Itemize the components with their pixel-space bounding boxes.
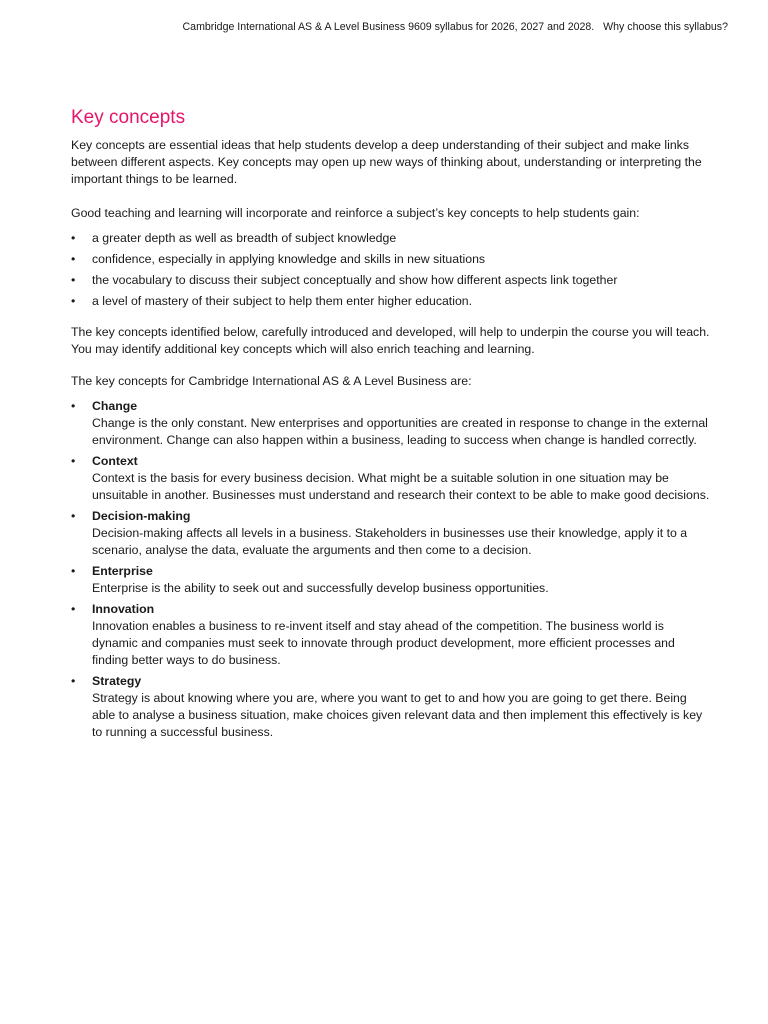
- list-item-text: a greater depth as well as breadth of subject knowledge: [92, 231, 397, 245]
- concept-description: Strategy is about knowing where you are, where you want to get to and how you are going to get there. Being able to analyse a business situation, make choices given relevant data and then implement this effectively is key to running a successful business.: [92, 691, 703, 739]
- concept-item: [71, 673, 711, 741]
- section-title: Key concepts: [71, 107, 186, 128]
- bullet-icon: •: [71, 252, 76, 266]
- concept-term: Context: [92, 454, 138, 468]
- list-item: [71, 293, 711, 310]
- header-title: Cambridge International AS & A Level Business 9609 syllabus for 2026, 2027 and 2028.: [182, 21, 595, 33]
- concepts-list: [71, 398, 711, 741]
- header-section: Why choose this syllabus?: [603, 21, 728, 33]
- list-item-text: confidence, especially in applying knowledge and skills in new situations: [92, 252, 486, 266]
- list-item-text: the vocabulary to discuss their subject conceptually and show how different aspects link together: [92, 273, 618, 287]
- teaching-intro-paragraph: Good teaching and learning will incorporate and reinforce a subject’s key concepts to help students gain:: [71, 206, 640, 220]
- bullet-icon: •: [71, 231, 76, 245]
- concept-term: Change: [92, 399, 138, 413]
- benefits-list: [71, 230, 711, 310]
- bullet-icon: •: [71, 399, 76, 413]
- concept-item: [71, 398, 711, 449]
- running-header: [183, 21, 728, 34]
- bullet-icon: •: [71, 294, 76, 308]
- bullet-icon: •: [71, 273, 76, 287]
- concept-description: Change is the only constant. New enterprises and opportunities are created in response to change in the external environment. Change can also happen within a business, leading to success when change is handled correctly.: [92, 416, 708, 447]
- concept-item: [71, 508, 711, 559]
- list-item-text: a level of mastery of their subject to help them enter higher education.: [92, 294, 473, 308]
- concept-term: Innovation: [92, 602, 155, 616]
- concept-term: Enterprise: [92, 564, 153, 578]
- concepts-intro-paragraph: The key concepts for Cambridge International AS & A Level Business are:: [71, 374, 472, 388]
- intro-paragraph: Key concepts are essential ideas that help students develop a deep understanding of their subject and make links between different aspects. Key concepts may open up new ways of thinking about, understanding or interpreting the important things to be learned.: [71, 138, 702, 186]
- list-item: [71, 230, 711, 247]
- bullet-icon: •: [71, 509, 76, 523]
- main-content: [71, 106, 711, 745]
- concept-term: Decision-making: [92, 509, 191, 523]
- concept-item: [71, 601, 711, 669]
- bullet-icon: •: [71, 564, 76, 578]
- concept-term: Strategy: [92, 674, 142, 688]
- concept-description: Enterprise is the ability to seek out and successfully develop business opportunities.: [92, 581, 549, 595]
- bullet-icon: •: [71, 602, 76, 616]
- concept-item: [71, 453, 711, 504]
- identified-paragraph: The key concepts identified below, carefully introduced and developed, will help to underpin the course you will teach. You may identify additional key concepts which will also enrich teaching and learning.: [71, 325, 710, 356]
- concept-description: Decision-making affects all levels in a business. Stakeholders in businesses use their knowledge, apply it to a scenario, analyse the data, evaluate the arguments and then come to a decision.: [92, 526, 688, 557]
- concept-item: [71, 563, 711, 597]
- list-item: [71, 251, 711, 268]
- bullet-icon: •: [71, 454, 76, 468]
- list-item: [71, 272, 711, 289]
- concept-description: Context is the basis for every business decision. What might be a suitable solution in one situation may be unsuitable in another. Businesses must understand and research their context to be able to make good decisions.: [92, 471, 710, 502]
- concept-description: Innovation enables a business to re-invent itself and stay ahead of the competition. The business world is dynamic and companies must seek to innovate through product development, more efficient processes and finding better ways to do business.: [92, 619, 675, 667]
- bullet-icon: •: [71, 674, 76, 688]
